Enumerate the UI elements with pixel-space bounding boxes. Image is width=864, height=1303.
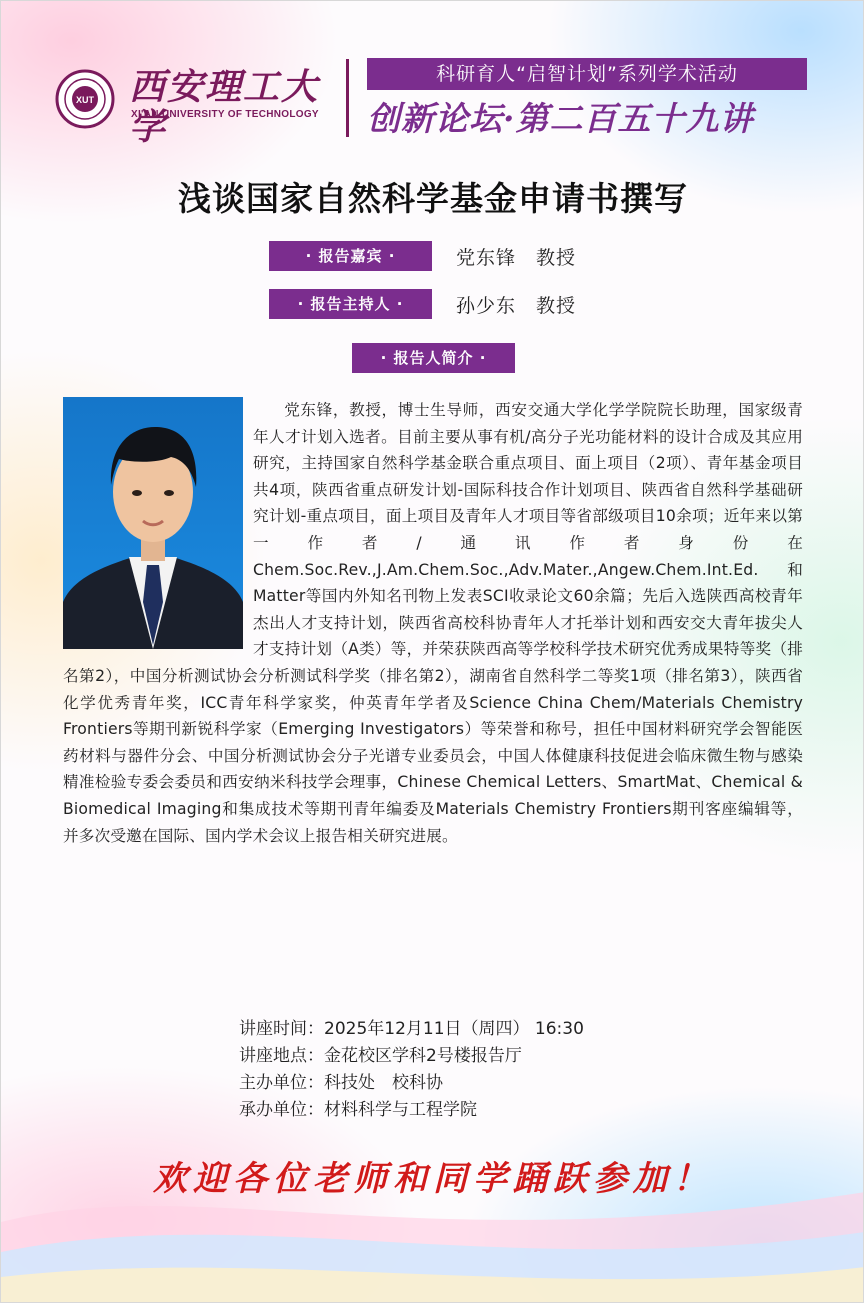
bio-label: · 报告人简介 · bbox=[352, 343, 515, 373]
series-banner: 科研育人“启智计划”系列学术活动 bbox=[367, 58, 807, 90]
bio-text: 党东锋，教授，博士生导师，西安交通大学化学学院院长助理，国家级青年人才计划入选者。目前主要从事有机/高分子光功能材料的设计合成及其应用研究，主持国家自然科学基金联合重点项目、面上项目（2项）、青年基金项目共4项，陕西省重点研发计划-国际科技合作计划项目、陕西省自然科学基础研究计划-重点项目，面上项目及青年人才项目等省部级项目10余项；近年来以第一作者/通讯作者身份在Chem.Soc.Rev.,J.Am.Chem.Soc.,Adv.Mater.,Angew.Chem.Int.Ed.和Matter等国内外知名刊物上发表SCI收录论文60余篇；先后入选陕西高校青年杰出人才支持计划，陕西省高校科协青年人才托举计划和西安交大青年拔尖人才支持计划（A类）等，并荣获陕西高等学校科学技术研究优秀成果特等奖（排名第2），中国分析测试协会分析测试科学奖（排名第2），湖南省自然科学二等奖1项（排名第3），陕西省化学优秀青年奖，ICC青年科学家奖，仲英青年学者及Science China Chem/Materials Chemistry Frontiers等期刊新锐科学家（Emerging Investigators）等荣誉和称号，担任中国材料研究学会智能医药材料与器件分会、中国分析测试协会分子光谱专业委员会，中国人体健康科技促进会临床微生物与感染精准检验专委会委员和西安纳米科技学会理事，Chinese Chemical Letters、SmartMat、Chemical & Biomedical Imaging和集成技术等期刊青年编委及Materials Chemistry Frontiers期刊客座编辑等，并多次受邀在国际、国内学术会议上报告相关研究进展。 bbox=[63, 401, 803, 845]
organizer: 主办单位：科技处 校科协 bbox=[239, 1073, 443, 1093]
speaker-label: · 报告嘉宾 · bbox=[269, 241, 432, 271]
host-label: · 报告主持人 · bbox=[269, 289, 432, 319]
university-seal-icon bbox=[55, 69, 115, 129]
header-divider bbox=[346, 59, 349, 137]
forum-title: 创新论坛·第二百五十九讲 bbox=[367, 99, 754, 138]
lecture-time: 讲座时间：2025年12月11日（周四） 16:30 bbox=[239, 1019, 584, 1039]
co-organizer: 承办单位：材料科学与工程学院 bbox=[239, 1100, 477, 1120]
lecture-place: 讲座地点：金花校区学科2号楼报告厅 bbox=[239, 1046, 522, 1066]
university-english-name: XI'AN UNIVERSITY OF TECHNOLOGY bbox=[131, 109, 319, 120]
seal-text: XUT bbox=[76, 95, 94, 105]
lecture-info bbox=[239, 1016, 799, 1124]
university-logo-text: 西安理工大学 bbox=[129, 66, 320, 148]
photo-spacer bbox=[63, 397, 253, 661]
lecture-title: 浅谈国家自然科学基金申请书撰写 bbox=[178, 179, 688, 218]
speaker-name: 党东锋 教授 bbox=[456, 247, 577, 269]
speaker-bio bbox=[63, 397, 803, 849]
welcome-message: 欢迎各位老师和同学踊跃参加！ bbox=[153, 1159, 713, 1199]
host-name: 孙少东 教授 bbox=[456, 295, 577, 317]
